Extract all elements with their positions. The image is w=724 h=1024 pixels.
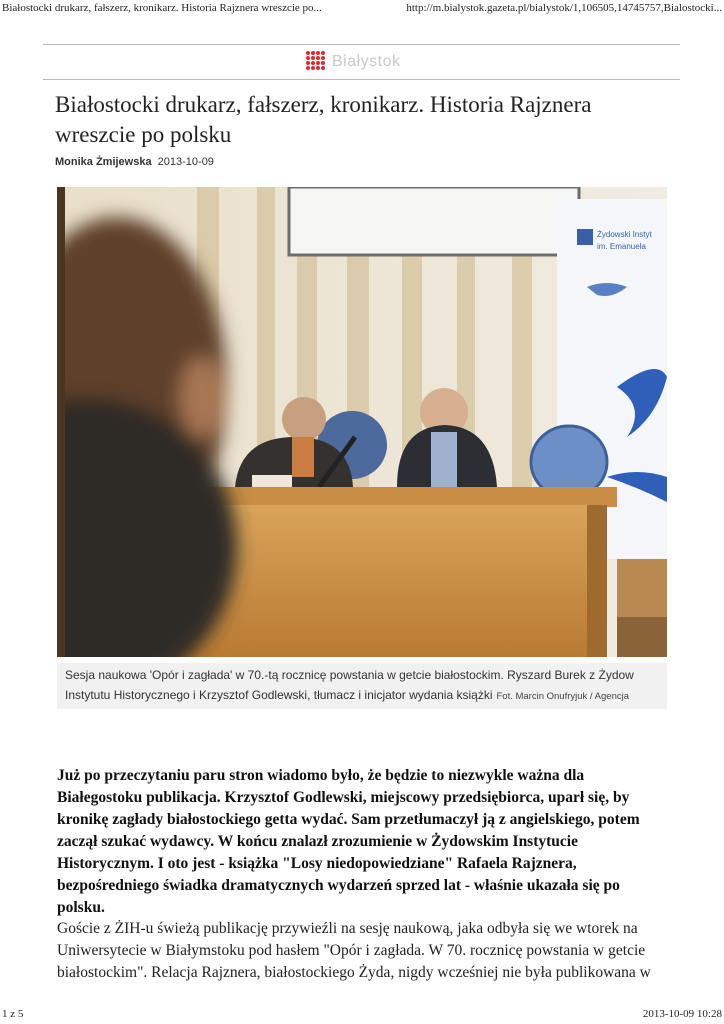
svg-text:Żydowski Instyt: Żydowski Instyt (597, 230, 652, 239)
site-logo[interactable] (306, 50, 416, 74)
author-name[interactable]: Monika Żmijewska (55, 156, 152, 168)
article-photo (57, 187, 667, 657)
svg-text:im. Emanuela: im. Emanuela (597, 242, 646, 251)
caption-line-1: Sesja naukowa 'Opór i zagłada' w 70.-tą rocznicę powstania w getcie białostockim. Ryszard Burek z Żydow (65, 668, 634, 682)
photo-caption (57, 663, 667, 709)
caption-line-2 (65, 687, 629, 705)
print-header-url: http://m.bialystok.gazeta.pl/bialystok/1,106505,14745757,Bialostocki... (406, 2, 722, 14)
print-timestamp: 2013-10-09 10:28 (642, 1008, 722, 1020)
article-headline: Białostocki drukarz, fałszerz, kronikarz. Historia Rajznera wreszcie po polsku (55, 92, 592, 147)
logo-dots-icon (306, 51, 328, 73)
article-body: Goście z ŻIH-u świeżą publikację przywieźli na sesję naukową, jaka odbyła się we wtorek na Uniwersytecie w Białymstoku pod hasłem "Opór i zagłada. W 70. rocznicę powstania w getcie białostockim". Relacja Rajznera, białostockiego Żyda, nigdy wcześniej nie była publikowana w (57, 920, 651, 981)
page-number: 1 z 5 (2, 1008, 24, 1020)
top-divider (43, 44, 680, 45)
bottom-divider (43, 79, 680, 80)
photo-credit: Fot. Marcin Onufryjuk / Agencja (496, 691, 630, 702)
byline (55, 156, 214, 168)
print-header (0, 0, 724, 16)
article-lead: Już po przeczytaniu paru stron wiadomo było, że będzie to niezwykle ważna dla Białegostoku publikacja. Krzysztof Godlewski, miejscowy przedsiębiorca, uparł się, by kronikę zagłady białostockiego getta wydać. Sam przetłumaczył ją z angielskiego, potem zaczął szukać wydawcy. W końcu znalazł zrozumienie w Żydowskim Instytucie Historycznym. I oto jest - książka "Losy niedopowiedziane" Rafaela Rajznera, bezpośredniego świadka dramatycznych wydarzeń sprzed lat - właśnie ukazała się po polsku. (57, 767, 640, 916)
publish-date: 2013-10-09 (157, 156, 214, 168)
caption-line-2-text: Instytutu Historycznego i Krzysztof Godlewski, tłumacz i inicjator wydania książki (65, 688, 493, 702)
logo-text: Białystok (332, 53, 401, 70)
print-header-title: Białostocki drukarz, fałszerz, kronikarz. Historia Rajznera wreszcie po... (2, 2, 322, 14)
